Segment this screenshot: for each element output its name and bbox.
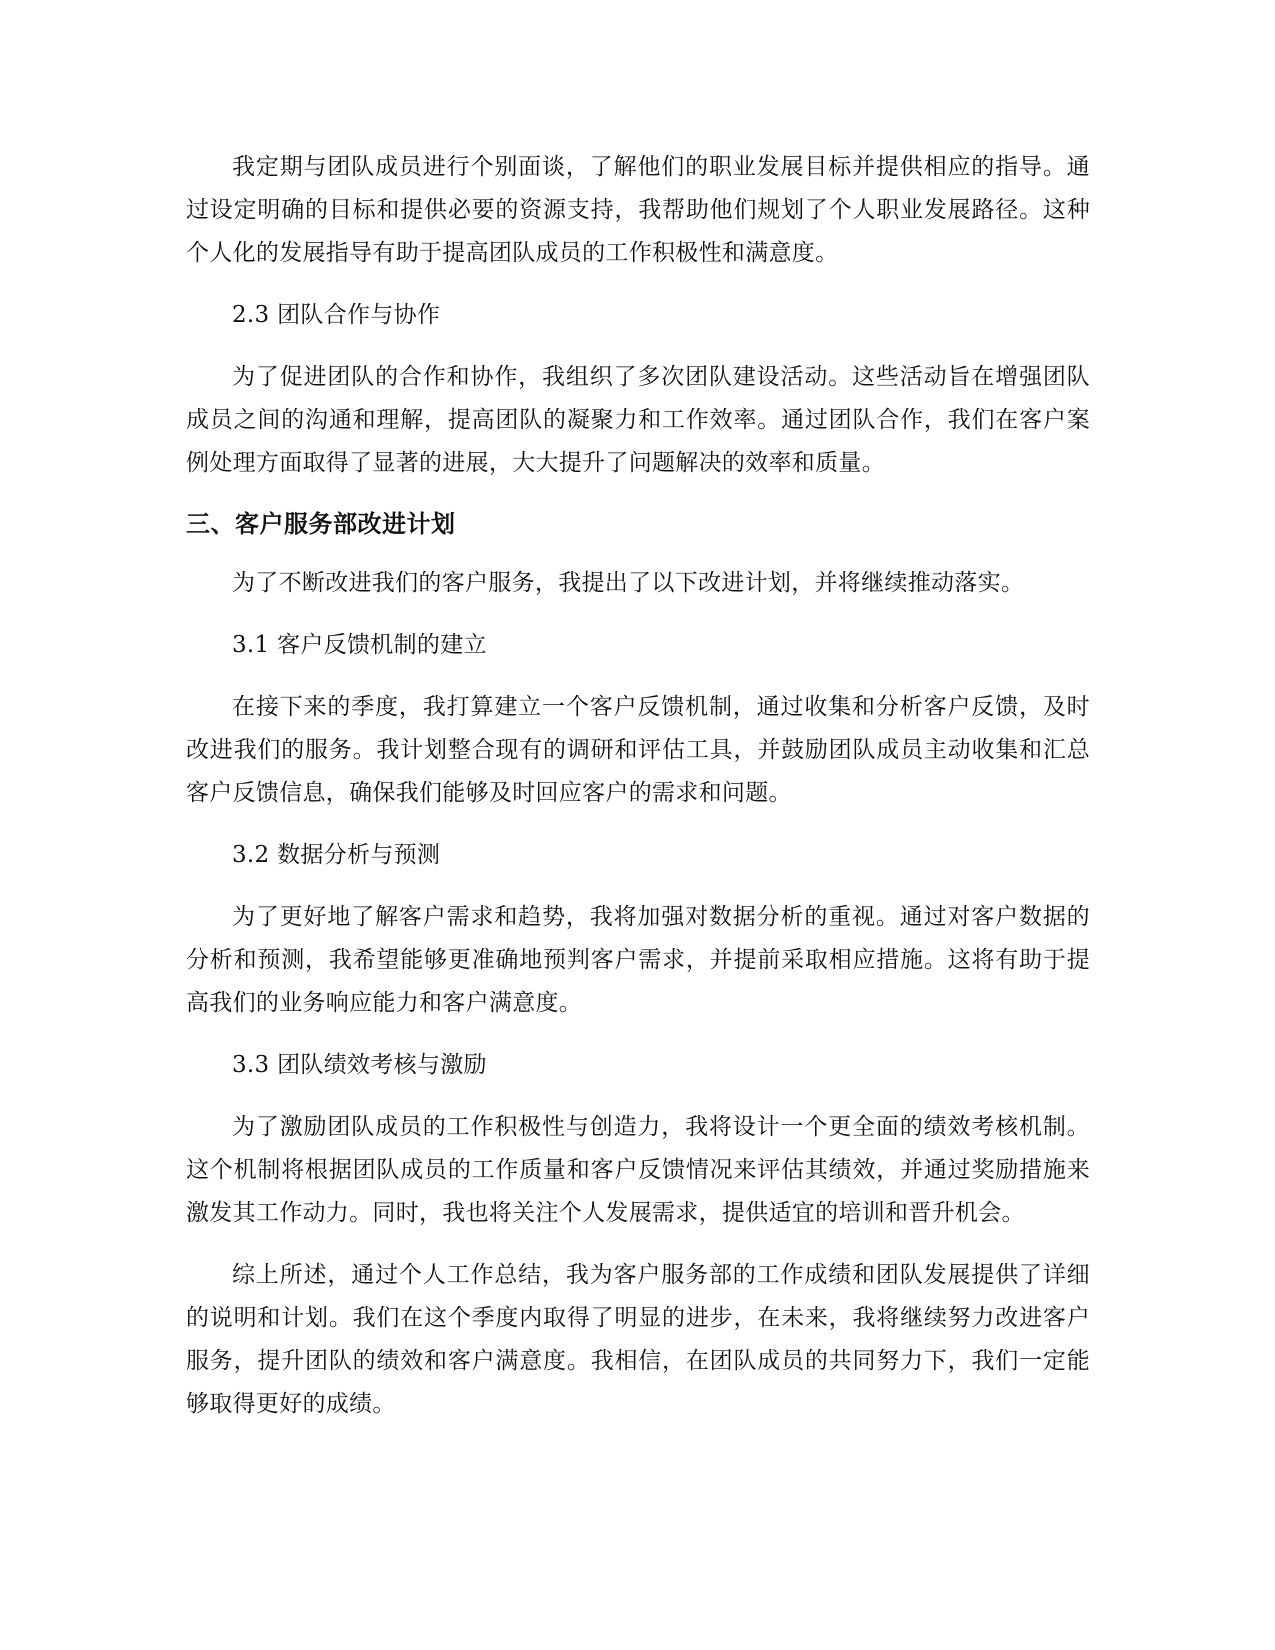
paragraph-feedback-mechanism: 在接下来的季度，我打算建立一个客户反馈机制，通过收集和分析客户反馈，及时改进我们的服务。我计划整合现有的调研和评估工具，并鼓励团队成员主动收集和汇总客户反馈信息，确保我们能够及时回应客户的需求和问题。 [186, 694, 1090, 806]
subheading-3-2: 3.2 数据分析与预测 [232, 842, 441, 868]
subheading-2-3: 2.3 团队合作与协作 [232, 302, 441, 328]
paragraph-performance-incentive: 为了激励团队成员的工作积极性与创造力，我将设计一个更全面的绩效考核机制。这个机制将根据团队成员的工作质量和客户反馈情况来评估其绩效，并通过奖励措施来激发其工作动力。同时，我也将关注个人发展需求，提供适宜的培训和晋升机会。 [186, 1114, 1090, 1226]
subheading-3-3: 3.3 团队绩效考核与激励 [232, 1052, 487, 1078]
paragraph-data-analysis: 为了更好地了解客户需求和趋势，我将加强对数据分析的重视。通过对客户数据的分析和预测，我希望能够更准确地预判客户需求，并提前采取相应措施。这将有助于提高我们的业务响应能力和客户满意度。 [186, 904, 1090, 1016]
paragraph-team-collaboration: 为了促进团队的合作和协作，我组织了多次团队建设活动。这些活动旨在增强团队成员之间的沟通和理解，提高团队的凝聚力和工作效率。通过团队合作，我们在客户案例处理方面取得了显著的进展，大大提升了问题解决的效率和质量。 [186, 364, 1090, 476]
paragraph-improvement-intro: 为了不断改进我们的客户服务，我提出了以下改进计划，并将继续推动落实。 [232, 570, 1025, 596]
document-body [186, 146, 1090, 1445]
paragraph-career-guidance: 我定期与团队成员进行个别面谈，了解他们的职业发展目标并提供相应的指导。通过设定明确的目标和提供必要的资源支持，我帮助他们规划了个人职业发展路径。这种个人化的发展指导有助于提高团队成员的工作积极性和满意度。 [186, 154, 1090, 266]
subheading-3-1: 3.1 客户反馈机制的建立 [232, 632, 487, 658]
paragraph-conclusion: 综上所述，通过个人工作总结，我为客户服务部的工作成绩和团队发展提供了详细的说明和计划。我们在这个季度内取得了明显的进步，在未来，我将继续努力改进客户服务，提升团队的绩效和客户满意度。我相信，在团队成员的共同努力下，我们一定能够取得更好的成绩。 [186, 1262, 1090, 1417]
section-heading-3: 三、客户服务部改进计划 [186, 510, 456, 538]
